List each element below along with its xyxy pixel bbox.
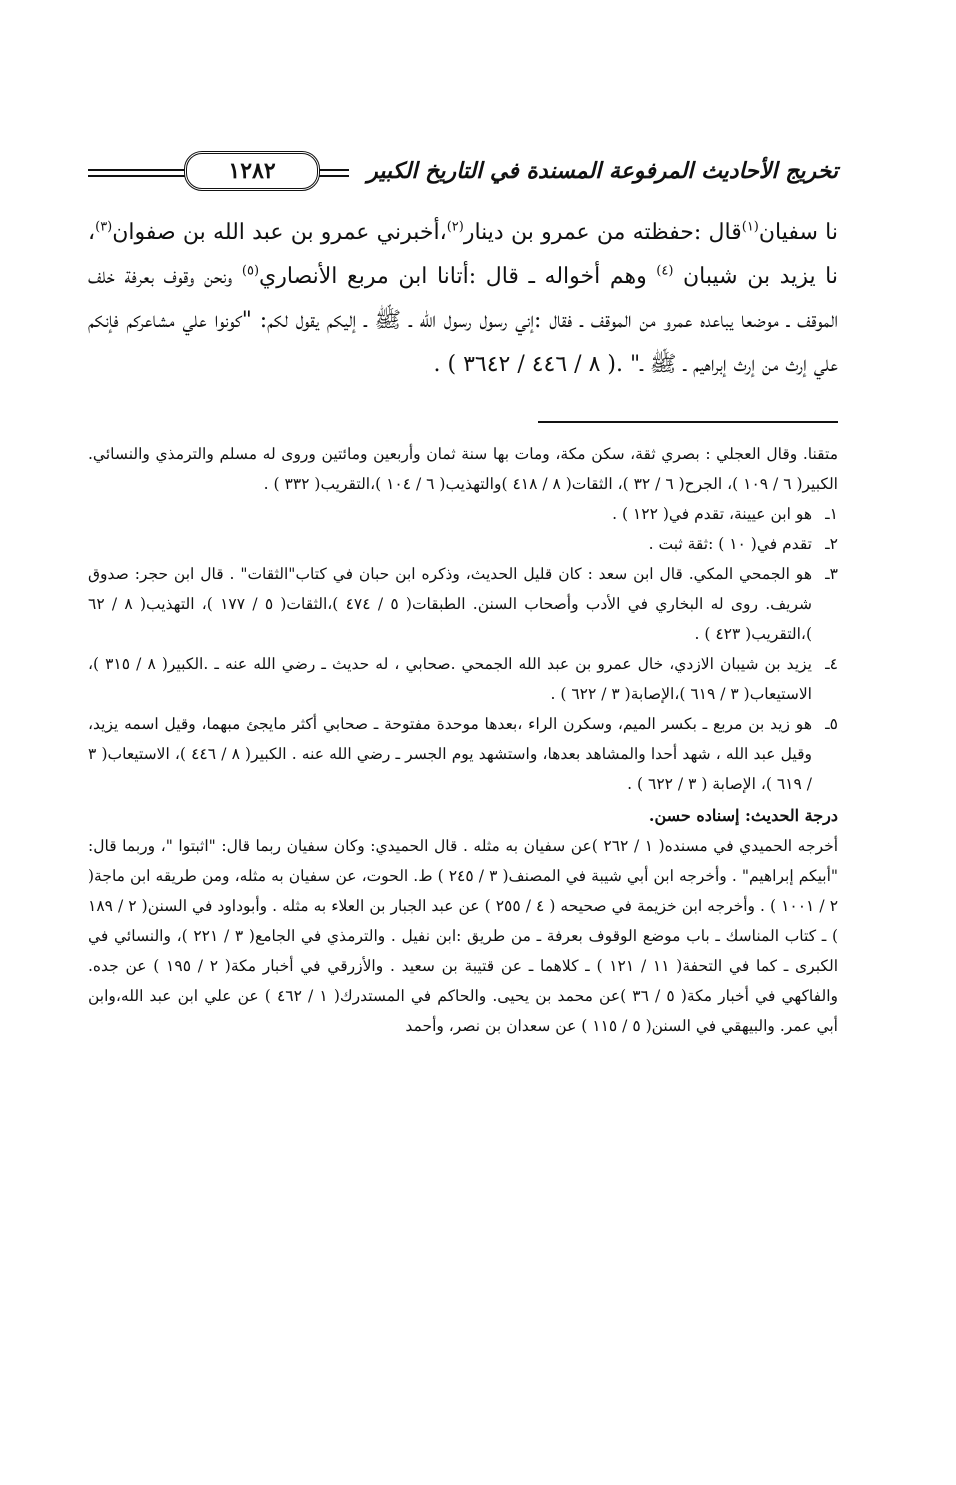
footnote-separator (538, 421, 838, 423)
footnote-ref-5[interactable]: (٥) (241, 263, 260, 279)
footnote-text: تقدم في( ١٠ ) :ثقة ثبت . (648, 535, 812, 553)
footnote-4 (88, 649, 838, 709)
footnote-5 (88, 709, 838, 799)
footnote-ref-4[interactable]: (٤) (656, 263, 674, 279)
footnote-ref-2[interactable]: (٢) (446, 219, 464, 235)
footnotes (88, 439, 838, 1041)
hadith-grade: درجة الحديث: إسناده حسن. (648, 806, 838, 825)
footnote-text: هو الجمحي المكي. قال ابن سعد : كان قليل الحديث، وذكره ابن حبان في كتاب"الثقات" . قال ابن حجر: صدوق شريف. روى له البخاري في الأدب وأصحاب السنن. الطبقات( ٥ / ٤٧٤ )،الثقات( ٥ / ١٧٧ )، التهذيب( ٨ / ٦٢ )،التقريب( ٤٢٣ ) . (88, 565, 813, 643)
footnote-text: هو زيد بن مربع ـ بكسر الميم، وسكرن الراء ،بعدها موحدة مفتوحة ـ صحابي أكثر مايجئ مبهما، وقيل اسمه يزيد، وقيل عبد الله ، شهد أحدا والمشاهد بعدها، واستشهد يوم الجسر ـ رضي الله عنه . الكبير( ٨ / ٤٤٦ )، الاستيعاب( ٣ / ٦١٩ )، الإصابة ( ٣ / ٦٢٢ ) . (88, 715, 812, 793)
footnote-separator-wrap (88, 387, 838, 439)
hadith-segment: وهم أخواله ـ قال :أتانا ابن مربع الأنصاري (259, 264, 657, 289)
hadith-segment: ونحن وقوف بعرفة خلف الموقف ـ موضعا يباعده عمرو من الموقف ـ فقال :إني رسول رسول الله ـ ﷺ ـ إليكم يقول لكم: "كونوا علي مشاعركم فإنكم علي إرث من إرث إبراهيم ـ ﷺ ـ" .( ٨ / ٤٤٦ / ٣٦٤٢ ) . (88, 264, 838, 377)
takhrij-text: أخرجه الحميدي في مسنده( ١ / ٢٦٢ )عن سفيان به مثله . قال الحميدي: وكان سفيان ربما قال: "اثبتوا "، وربما قال: "أبيكم إبراهيم" . وأخرجه ابن أبي شيبة في المصنف( ٣ / ٢٤٥ ) ط. الحوت، عن سفيان به مثله، ومن طريقه ابن ماجة( ٢ / ١٠٠١ ) . وأخرجه ابن خزيمة في صحيحه ( ٤ / ٢٥٥ ) عن عبد الجبار بن العلاء به مثله . وأبوداود في السنن( ٢ / ١٨٩ ) ـ كتاب المناسك ـ باب موضع الوقوف بعرفة ـ من طريق :ابن نفيل . والترمذي في الجامع( ٣ / ٢٢١ )، والنسائي في الكبرى ـ كما في التحفة( ١١ / ١٢١ ) ـ كلاهما ـ عن قتيبة بن سعيد . والأزرقي في أخبار مكة( ٢ / ١٩٥ ) عن جده. والفاكهي في أخبار مكة( ٥ / ٣٦ )عن محمد بن يحيى. والحاكم في المستدرك( ١ / ٤٦٢ ) عن علي ابن عبد الله،وابن أبي عمر. والبيهقي في السنن( ٥ / ١١٥ ) عن سعدان بن نصر، وأحمد (88, 837, 839, 1035)
page (88, 145, 838, 1041)
hadith-text (88, 211, 838, 387)
hadith-segment: ، نا يزيد بن شيبان (88, 220, 839, 289)
hadith-segment: قال :حفظته من عمرو بن دينار (463, 220, 742, 245)
footnote-continuation: متقنا. وقال العجلي : بصري ثقة، سكن مكة، ومات بها سنة ثمان وأربعين ومائتين وروى له مسلم والترمذي والنسائي. الكبير( ٦ / ١٠٩ )، الجرح( ٦ / ٣٢ )، الثقات( ٨ / ٤١٨ )والتهذيب( ٦ / ١٠٤ )،التقريب( ٣٣٢ ) . (88, 445, 838, 493)
footnote-ref-1[interactable]: (١) (741, 219, 759, 235)
footnote-number: ٣ـ (825, 565, 838, 583)
footnote-number: ٢ـ (825, 535, 838, 553)
running-title: تخريج الأحاديث المرفوعة المسندة في التاريخ الكبير (367, 158, 838, 184)
footnote-text: يزيد بن شيبان الازدي، خال عمرو بن عبد الله الجمحي .صحابي ، له حديث ـ رضي الله عنه ـ .الكبير( ٨ / ٣١٥ )، الاستيعاب( ٣ / ٦١٩ )،الإصابة( ٣ / ٦٢٢ ) . (88, 655, 812, 703)
footnote-2 (88, 529, 838, 559)
hadith-segment: نا سفيان (758, 220, 838, 245)
header-title-wrap (349, 158, 838, 184)
footnote-3 (88, 559, 838, 649)
footnote-number: ١ـ (825, 505, 838, 523)
footnote-ref-3[interactable]: (٣) (95, 219, 113, 235)
footnote-number: ٤ـ (825, 655, 838, 673)
footnote-1 (88, 499, 838, 529)
footnote-text: هو ابن عيينة، تقدم في( ١٢٢ ) . (612, 505, 812, 523)
page-header (88, 145, 838, 197)
hadith-segment: ،أخبرني عمرو بن عبد الله بن صفوان (112, 220, 447, 245)
footnote-number: ٥ـ (825, 715, 838, 733)
page-number: ١٢٨٢ (184, 151, 320, 191)
